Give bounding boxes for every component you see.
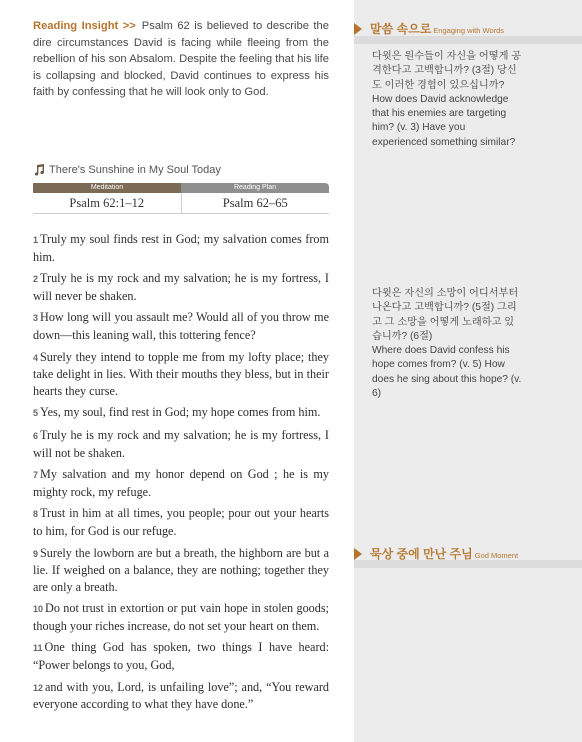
verse-number: 3 <box>33 313 39 324</box>
question-2-ko: 다윗은 자신의 소망이 어디서부터 나온다고 고백합니까? (5절) 그리고 그 소망을 어떻게 노래하고 있습니까? (6절) <box>372 288 519 342</box>
hymn-title <box>33 164 221 176</box>
triangle-arrow-icon <box>354 23 362 35</box>
insight-label: Reading Insight >> <box>33 20 136 32</box>
triangle-arrow-icon <box>354 548 362 560</box>
reading-plan-ref: Psalm 62–65 <box>222 196 288 210</box>
verse <box>33 600 329 634</box>
verse <box>33 309 329 343</box>
meditation-ref: Psalm 62:1–12 <box>33 193 182 213</box>
meditation-label: Meditation <box>33 183 181 193</box>
verse <box>33 231 329 265</box>
question-1-ko: 다윗은 원수들이 자신을 어떻게 공격한다고 고백합니까? (3절) 당신도 이러한 경험이 있으십니까? <box>372 51 522 91</box>
verse-number: 2 <box>33 274 39 285</box>
section-title-en: God Moment <box>474 551 519 560</box>
section-title-ko: 말씀 속으로 <box>370 22 432 36</box>
scripture-text <box>33 231 329 718</box>
verse <box>33 639 329 673</box>
verse <box>33 404 329 422</box>
verse-text: Surely the lowborn are but a breath, the highborn are but a lie. If weighed on a balance, they are nothing; together they are only a breath. <box>33 545 329 594</box>
verse <box>33 427 329 461</box>
verse-text: One thing God has spoken, two things I have heard: “Power belongs to you, God, <box>33 640 329 673</box>
hymn-text: There's Sunshine in My Soul Today <box>49 164 221 176</box>
verse-number: 9 <box>33 548 39 559</box>
verse <box>33 349 329 400</box>
verse-number: 11 <box>33 643 43 654</box>
verse-text: Do not trust in extortion or put vain hope in stolen goods; though your riches increase, do not set your heart on them. <box>33 601 329 633</box>
section-engaging-with-words <box>354 20 504 38</box>
question-1 <box>372 50 522 150</box>
music-note-icon <box>33 164 45 176</box>
verse-number: 8 <box>33 509 39 520</box>
section-title-ko: 묵상 중에 만난 주님 <box>370 547 473 561</box>
verse-text: Surely they intend to topple me from my lofty place; they take delight in lies. With their mouths they bless, but in their hearts they curse. <box>33 349 329 398</box>
section-god-moment <box>354 545 518 563</box>
verse-text: My salvation and my honor depend on God ; he is my mighty rock, my refuge. <box>33 467 329 499</box>
plan-table <box>33 183 329 214</box>
reading-insight <box>33 18 329 101</box>
verse <box>33 466 329 500</box>
verse <box>33 270 329 304</box>
verse-text: Truly he is my rock and my salvation; he is my fortress, I will never be shaken. <box>33 271 329 303</box>
question-2 <box>372 287 522 401</box>
section-title-en: Engaging with Words <box>433 26 505 35</box>
verse-number: 12 <box>33 682 44 693</box>
verse-text: How long will you assault me? Would all of you throw me down—this leaning wall, this tottering fence? <box>33 310 329 342</box>
insight-paragraph <box>33 18 329 101</box>
verse <box>33 679 329 713</box>
verse-text: and with you, Lord, is unfailing love”; and, “You reward everyone according to what they have done.” <box>33 679 329 712</box>
question-2-en: Where does David confess his hope comes from? (v. 5) How does he sing about this hope? (v. 6) <box>372 345 522 400</box>
verse-text: Trust in him at all times, you people; pour out your hearts to him, for God is our refuge. <box>33 506 329 538</box>
verse-text: Truly my soul finds rest in God; my salvation comes from him. <box>33 232 329 264</box>
verse-number: 5 <box>33 408 39 419</box>
verse-number: 6 <box>33 430 39 441</box>
verse-number: 1 <box>33 235 39 245</box>
verse-number: 7 <box>33 470 39 481</box>
verse <box>33 505 329 539</box>
sidebar <box>354 0 582 742</box>
verse-number: 4 <box>33 352 39 363</box>
verse <box>33 545 329 596</box>
verse-text: Yes, my soul, find rest in God; my hope comes from him. <box>40 405 321 420</box>
verse-text: Truly he is my rock and my salvation; he is my fortress, I will not be shaken. <box>33 427 329 460</box>
verse-number: 10 <box>33 604 44 615</box>
insight-text: Psalm 62 is believed to describe the dire circumstances David is facing while fleeing from the rebellion of his son Absalom. Despite the feeling that his life is collapsing and blocked, David continues to express his faith by confessing that he will look only to God. <box>33 20 329 99</box>
question-1-en: How does David acknowledge that his enemies are targeting him? (v. 3) Have you experienced something similar? <box>372 93 516 148</box>
reading-plan-label: Reading Plan <box>181 183 329 193</box>
